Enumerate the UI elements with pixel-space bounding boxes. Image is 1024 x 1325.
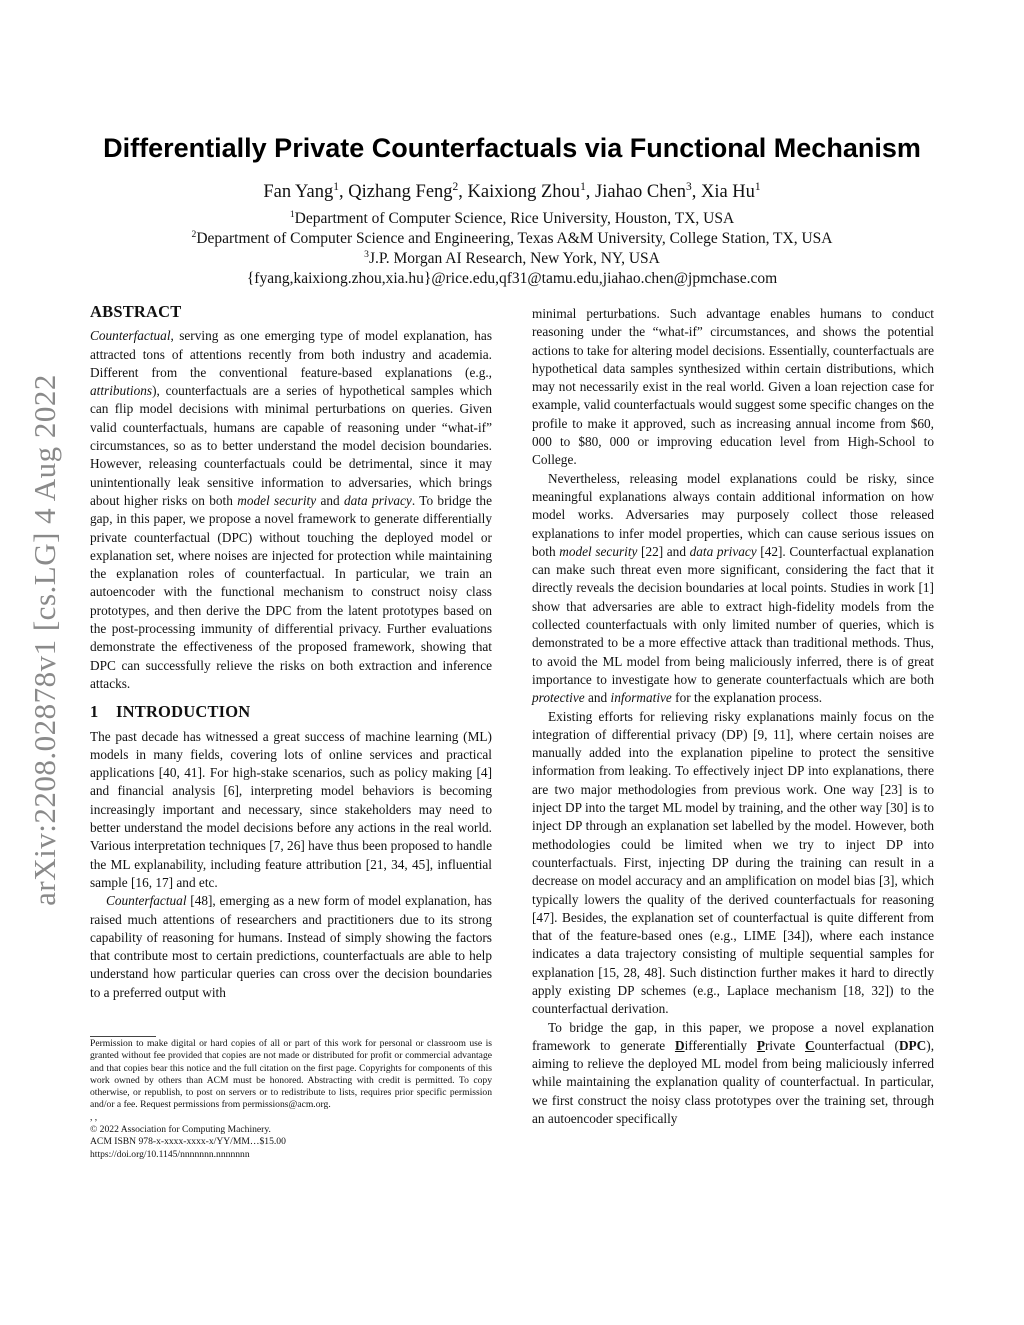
intro-paragraph: Nevertheless, releasing model explanations could be risky, since meaningful explanations always contain additional information on how model works. Adversaries may purposely collect those released explanations to infer model properties, which can cause serious issues on both model security [22] and data privacy [42]. Counterfactual explanation can make such threat even more significant, considering the fact that it directly reveals the decision boundaries at local points. Studies in work [1] show that adversaries are able to extract high-fidelity models from the collected counterfactuals with only limited number of queries, which is demonstrated to be a more effective attack than traditional methods. Thus, to avoid the ML model from being maliciously inferred, there is of great importance to investigate how to generate counterfactuals which are both protective and informative for the explanation process. [532,470,934,706]
author: Jiahao Chen [595,182,686,202]
copyright-footnote [90,1038,492,1161]
footnote-divider [90,1036,156,1037]
intro-paragraph: minimal perturbations. Such advantage enables humans to conduct reasoning under the “what-if” circumstances, and shows the potential actions to take for altering model decisions. Essentially, counterfactuals are hypothetical data samples synthesized within certain distributions, which may not necessarily exist in the real world. Given a loan rejection case for example, valid counterfactuals would suggest some specific changes on the profile to make it approved, such as increasing annual income from $60, 000 to $80, 000 or improving education level from High-School to College. [532,306,934,468]
author-list: Fan Yang$^1$, Qizhang Feng$^2$, Kaixiong Zhou$^1$, Jiahao Chen$^3$, Xia Hu$^1$ [263,180,761,202]
affiliation: $^2$Department of Computer Science and Engineering, Texas A&M University, College Station, TX, USA [191,228,833,247]
author: Xia Hu [700,182,755,202]
author-emails: {fyang,kaixiong.zhou,xia.hu}@rice.edu,qf31@tamu.edu,jiahao.chen@jpmchase.com [246,270,778,287]
author: Qizhang Feng [348,182,453,202]
affiliation: $^3$J.P. Morgan AI Research, New York, NY, USA [364,248,660,267]
intro-paragraph: To bridge the gap, in this paper, we propose a novel explanation framework to generate Differentially Private Counterfactual (DPC), aiming to relieve the deployed ML model from being maliciously inferred while maintaining the explanation quality of counterfactual. In particular, we first construct the noisy class prototypes over the training set, through an autoencoder specifically [532,1019,935,1127]
author: Kaixiong Zhou [467,182,581,202]
left-column [90,303,492,1002]
right-column [532,305,934,1128]
introduction-heading: 1 INTRODUCTION [90,702,251,722]
arxiv-identifier-text: arXiv:2208.02878v1 [cs.LG] 4 Aug 2022 [27,374,63,906]
copyright-line: © 2022 Association for Computing Machinery. [90,1124,271,1136]
abstract-text: Counterfactual, serving as one emerging type of model explanation, has attracted tons of attentions recently from both industry and academia. Different from the conventional feature-based explanations (e.g., attributions), counterfactuals are a series of hypothetical samples which can flip model decisions with minimal perturbations on queries. Given valid counterfactuals, humans are capable of reasoning under “what-if” circumstances, so as to better understand the model decision boundaries. However, releasing counterfactuals could be detrimental, since it may unintentionally leak sensitive information to adversaries, which brings about higher risks on both model security and data privacy. To bridge the gap, in this paper, we propose a novel framework to generate differentially private counterfactual (DPC) without touching the deployed model or explanation set, where noises are injected for protection while maintaining the explanation roles of counterfactual. In particular, we train an autoencoder with the functional mechanism to construct noisy class prototypes, and then derive the DPC from the latent prototypes based on the post-processing immunity of differential privacy. Further evaluations demonstrate the effectiveness of the proposed framework, showing that DPC can successfully relieve the risks on both extraction and inference attacks. [90,328,492,691]
intro-paragraph: Existing efforts for relieving risky explanations mainly focus on the integration of differential privacy (DP) [9, 11], where certain noises are manually added into the explanation pipeline to protect the sensitive information from leaking. To effectively inject DP into explanations, there are two major methodologies from previous work. One way [23] is to inject DP into the target ML model by training, and the other way [30] is to inject DP through an explanation set labelled by the model. However, both methodologies could be limited when we try to inject DP into counterfactuals. First, injecting DP during the training can result in a decrease on model accuracy and an amplification on model bias [3], which typically lowers the quality of the derived counterfactuals for reasoning [47]. Besides, the explanation set of counterfactual is quite different from that of the feature-based ones (e.g., LIME [34]), where each instance indicates a data trajectory consisting of multiple sequential samples for explanation [15, 28, 48]. Such distinction further makes it hard to directly apply existing DP schemes (e.g., Laplace mechanism [18, 32]) to the counterfactual derivation. [532,708,934,1017]
isbn-line: ACM ISBN 978-x-xxxx-xxxx-x/YY/MM…$15.00 [90,1136,286,1148]
author: Fan Yang [263,182,334,202]
abstract-heading: ABSTRACT [90,302,182,321]
affiliation: $^1$Department of Computer Science, Rice University, Houston, TX, USA [289,208,735,227]
arxiv-identifier-stamp [18,350,72,930]
intro-paragraph: Counterfactual [48], emerging as a new form of model explanation, has raised much attentions of researchers and practitioners due to its strong capability of reasoning for humans. Instead of simply showing the factors that contribute most to certain predictions, counterfactuals are able to help understand how particular queries can cross over the decision boundaries to a preferred output with [90,893,492,1000]
permission-notice: Permission to make digital or hard copies of all or part of this work for personal or classroom use is granted without fee provided that copies are not made or distributed for profit or commercial advantage and that copies bear this notice and the full citation on the first page. Copyrights for components of this work owned by others than ACM must be honored. Abstracting with credit is permitted. To copy otherwise, or republish, to post on servers or to redistribute to lists, requires prior specific permission and/or a fee. Request permissions from permissions@acm.org. [90,1038,492,1111]
venue-placeholder: , , [90,1111,98,1123]
intro-paragraph: The past decade has witnessed a great success of machine learning (ML) models in many fields, covering lots of online services and practical applications [40, 41]. For high-stake scenarios, such as policy making [4] and financial analysis [6], interpreting model behaviors is becoming increasingly important and necessary, since stakeholders may need to better understand the model decisions before any actions in the real world. Various interpretation techniques [7, 26] have thus been proposed to handle the ML explanability, including feature attribution [21, 34, 45], influential sample [16, 17] and etc. [90,728,492,890]
doi-line: https://doi.org/10.1145/nnnnnnn.nnnnnnn [90,1148,250,1160]
paper-title: Differentially Private Counterfactuals via Functional Mechanism [103,133,921,163]
